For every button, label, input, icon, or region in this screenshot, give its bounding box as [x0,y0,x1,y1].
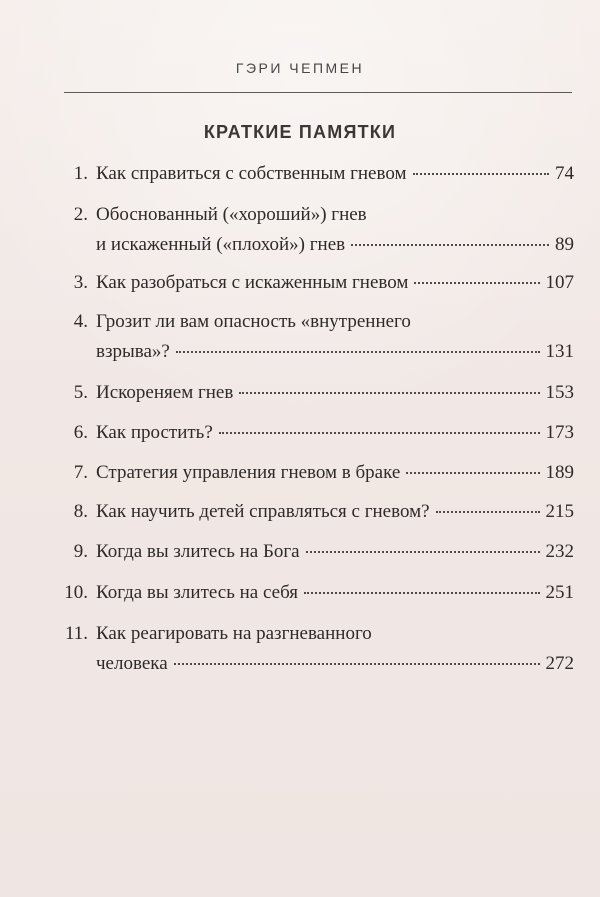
toc-entry-title: Стратегия управления гневом в браке [96,462,401,483]
toc-entry-page: 189 [545,462,574,483]
toc-entry-page: 215 [545,501,574,522]
toc-entry-3 [62,268,574,298]
toc-entry-line [96,230,574,260]
toc-entry-title: Как научить детей справляться с гневом? [96,501,430,522]
toc-entry-page: 251 [545,582,574,603]
toc-entry-title: Искореняем гнев [96,382,234,403]
toc-entry-line [96,418,574,448]
toc-entry-title-line-1: Грозит ли вам опасность «внутреннего [96,311,411,332]
toc-entry-number: 8. [73,501,88,522]
toc-entry-content [96,307,574,367]
toc-entry-page: 131 [545,341,574,362]
toc-entry-line [96,497,574,527]
toc-entry-content [96,497,574,527]
toc-entry-line [96,458,574,488]
dot-leader [304,592,539,594]
dot-leader [239,392,539,394]
toc-entry-content [96,268,574,298]
toc-entry-number: 10. [64,582,88,603]
table-of-contents [62,159,574,679]
dot-leader [413,173,550,175]
toc-entry-number: 2. [73,204,88,225]
dot-leader [306,551,540,553]
toc-entry-number: 1. [73,163,88,184]
toc-entry-page: 153 [545,382,574,403]
toc-entry-line [96,537,574,567]
toc-entry-number: 3. [73,272,88,293]
toc-entry-page: 107 [545,272,574,293]
toc-entry-content [96,619,574,679]
dot-leader [414,282,539,284]
toc-entry-page: 74 [555,163,574,184]
toc-entry-line [96,268,574,298]
toc-entry-content [96,537,574,567]
toc-entry-line [96,337,574,367]
toc-entry-number: 6. [73,422,88,443]
header-divider [64,92,572,93]
toc-entry-6 [62,418,574,448]
toc-entry-page: 89 [555,234,574,255]
dot-leader [174,663,540,665]
toc-entry-content [96,159,574,189]
toc-entry-title: Как разобраться с искаженным гневом [96,272,409,293]
dot-leader [351,244,549,246]
toc-entry-content [96,200,574,260]
toc-entry-page: 272 [545,653,574,674]
toc-entry-title-line-2: человека [96,653,168,674]
toc-entry-title: Когда вы злитесь на Бога [96,541,300,562]
toc-entry-page: 173 [545,422,574,443]
toc-entry-line [96,649,574,679]
toc-entry-number: 5. [73,382,88,403]
toc-entry-title-line-1: Как реагировать на разгневанного [96,623,372,644]
toc-entry-8 [62,497,574,527]
toc-entry-content [96,458,574,488]
toc-entry-title: Как справиться с собственным гневом [96,163,407,184]
toc-entry-10 [62,578,574,608]
toc-entry-title-line-2: взрыва»? [96,341,170,362]
toc-entry-page: 232 [545,541,574,562]
dot-leader [176,351,540,353]
toc-entry-7 [62,458,574,488]
toc-entry-title-line-2: и искаженный («плохой») гнев [96,234,346,255]
section-title: КРАТКИЕ ПАМЯТКИ [203,122,397,142]
dot-leader [219,432,540,434]
toc-entry-title: Как простить? [96,422,213,443]
toc-entry-number: 9. [73,541,88,562]
toc-entry-title: Когда вы злитесь на себя [96,582,299,603]
toc-entry-number: 4. [73,311,88,332]
toc-entry-1 [62,159,574,189]
toc-entry-5 [62,378,574,408]
toc-entry-9 [62,537,574,567]
toc-entry-line [96,159,574,189]
toc-entry-line [96,378,574,408]
toc-entry-content [96,418,574,448]
toc-entry-content [96,578,574,608]
toc-entry-number: 7. [73,462,88,483]
toc-entry-content [96,378,574,408]
dot-leader [406,472,539,474]
toc-entry-number: 11. [64,623,88,644]
toc-entry-4 [62,307,574,367]
toc-entry-11 [62,619,574,679]
running-head: ГЭРИ ЧЕПМЕН [235,60,365,76]
toc-entry-line [96,578,574,608]
toc-entry-title-line-1: Обоснованный («хороший») гнев [96,204,367,225]
dot-leader [436,511,540,513]
toc-entry-2 [62,200,574,260]
